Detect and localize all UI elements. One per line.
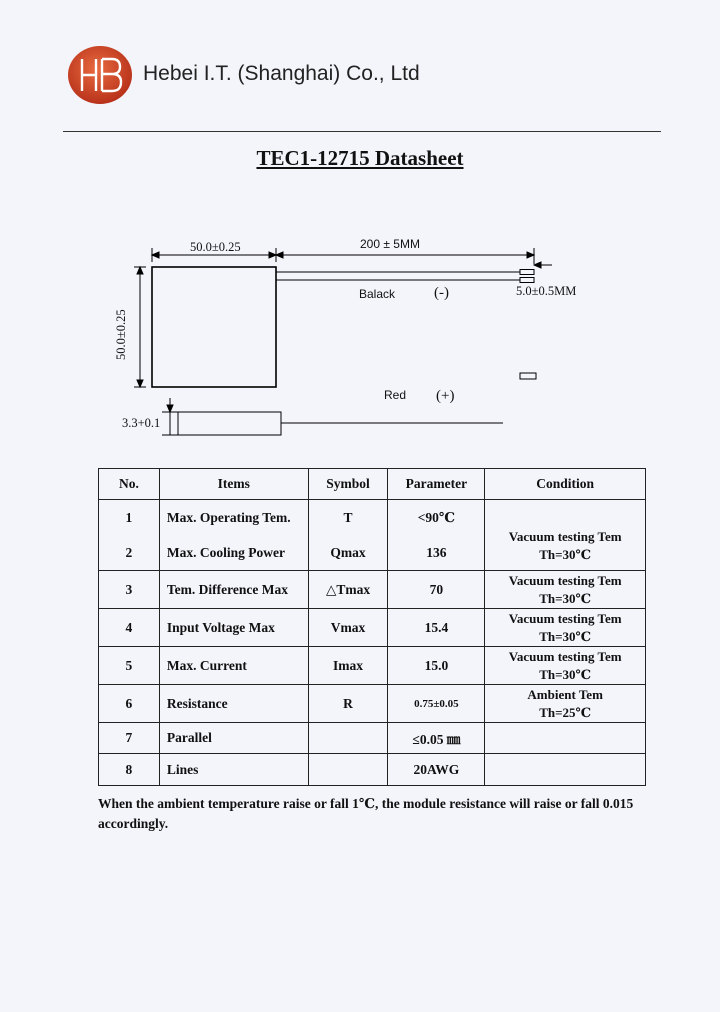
- row-condition: [485, 723, 646, 754]
- row-condition: Th=30℃: [539, 628, 592, 644]
- row-item: Max. Current: [159, 647, 308, 685]
- table-row: [99, 500, 646, 571]
- header-items: Items: [159, 469, 308, 500]
- table-row: [99, 571, 646, 609]
- row-parameter: 0.75±0.05: [388, 685, 485, 723]
- row-item: Max. Operating Tem.: [166, 510, 291, 525]
- row-condition: Vacuum testing Tem: [508, 572, 622, 588]
- header-condition: Condition: [485, 469, 646, 500]
- row-symbol: Qmax: [330, 545, 366, 560]
- specification-table: [98, 468, 646, 786]
- row-condition: Th=30℃: [539, 547, 592, 562]
- row-symbol: Vmax: [308, 609, 388, 647]
- table-row: [99, 609, 646, 647]
- row-symbol: [308, 723, 388, 754]
- row-parameter: 70: [388, 571, 485, 609]
- row-no: 4: [99, 609, 160, 647]
- row-parameter: <90℃: [417, 510, 456, 525]
- row-parameter: 15.0: [388, 647, 485, 685]
- row-item: Parallel: [159, 723, 308, 754]
- page-title: TEC1-12715 Datasheet: [256, 146, 464, 170]
- header-no: No.: [99, 469, 160, 500]
- row-symbol: Imax: [308, 647, 388, 685]
- row-condition: Th=30℃: [539, 590, 592, 606]
- width-dimension-label: 50.0±0.25: [190, 240, 241, 254]
- row-condition: Vacuum testing Tem: [508, 529, 622, 544]
- row-condition: [485, 754, 646, 786]
- thickness-label: 3.3+0.1: [122, 416, 161, 430]
- row-condition: Ambient Tem: [527, 686, 603, 702]
- black-wire-label: Balack: [359, 287, 396, 301]
- company-logo: [67, 45, 133, 105]
- row-item: Resistance: [159, 685, 308, 723]
- row-condition: Th=30℃: [539, 666, 592, 682]
- row-item: Input Voltage Max: [159, 609, 308, 647]
- lead-length-label: 200 ± 5MM: [360, 237, 420, 251]
- company-name: Hebei I.T. (Shanghai) Co., Ltd: [143, 62, 420, 85]
- row-no: 7: [99, 723, 160, 754]
- row-symbol: T: [343, 510, 353, 525]
- row-parameter: 15.4: [388, 609, 485, 647]
- row-no: 3: [99, 571, 160, 609]
- row-item: Tem. Difference Max: [159, 571, 308, 609]
- row-parameter: ≤0.05 ㎜: [388, 723, 485, 754]
- row-no: 2: [125, 545, 133, 560]
- row-no: 6: [99, 685, 160, 723]
- row-symbol: [308, 754, 388, 786]
- black-polarity-label: (-): [434, 285, 449, 301]
- row-no: 5: [99, 647, 160, 685]
- row-condition: Vacuum testing Tem: [508, 610, 622, 626]
- row-item: Lines: [159, 754, 308, 786]
- row-parameter: 20AWG: [388, 754, 485, 786]
- module-outline: [152, 267, 276, 387]
- header-parameter: Parameter: [388, 469, 485, 500]
- row-parameter: 136: [426, 545, 447, 560]
- table-row: [99, 723, 646, 754]
- row-condition: Vacuum testing Tem: [508, 648, 622, 664]
- table-row: [99, 754, 646, 786]
- row-no: 8: [99, 754, 160, 786]
- red-wire-label: Red: [384, 388, 407, 402]
- row-item: Max. Cooling Power: [166, 545, 285, 560]
- header-divider: [63, 131, 661, 132]
- module-dimension-drawing: [110, 230, 650, 450]
- red-polarity-label: (+): [436, 388, 455, 404]
- table-row: [99, 647, 646, 685]
- row-no: 1: [125, 510, 133, 525]
- table-header-row: [99, 469, 646, 500]
- row-symbol: R: [308, 685, 388, 723]
- row-condition: Th=25℃: [539, 704, 592, 720]
- row-symbol: △Tmax: [308, 571, 388, 609]
- strip-length-label: 5.0±0.5MM: [516, 284, 577, 298]
- resistance-note: When the ambient temperature raise or fall 1℃, the module resistance will raise or fall 0.015 accordingly.: [98, 796, 634, 831]
- table-row: [99, 685, 646, 723]
- height-dimension-label: 50.0±0.25: [114, 309, 128, 360]
- header-symbol: Symbol: [308, 469, 388, 500]
